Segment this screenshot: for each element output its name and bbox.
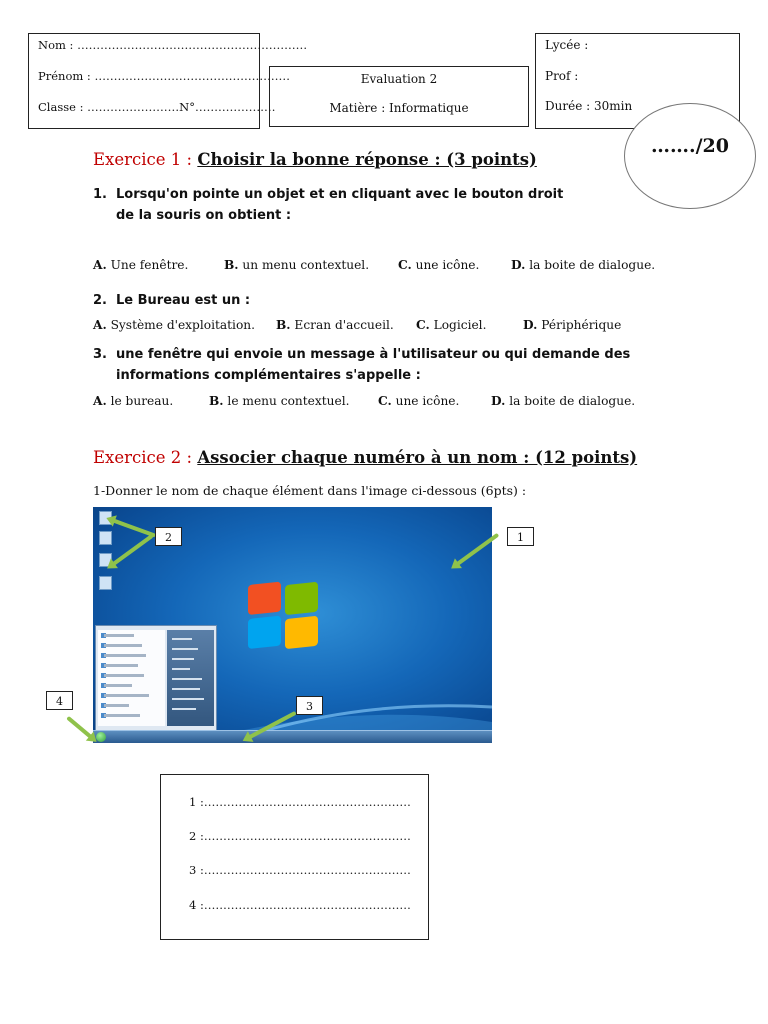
question-2-number: 2. [93,293,107,308]
answer-2-field[interactable]: 2 :……………………………………………… [189,829,411,843]
exercise-2-heading [93,448,637,467]
exercise-2-title: Associer chaque numéro à un nom : (12 points) [197,448,638,467]
exam-title-box [269,66,529,127]
question-2-text: Le Bureau est un : [116,293,251,308]
label-1: 1 [507,527,534,546]
student-info-box [28,33,308,129]
arrow-4 [66,716,93,740]
evaluation-title: Evaluation 2 [360,72,438,86]
question-3-text-cont: informations complémentaires s'appelle : [116,368,421,383]
question-1-number: 1. [93,187,107,202]
question-1 [93,184,613,226]
taskbar [93,730,492,743]
answer-1-field[interactable]: 1 :……………………………………………… [189,795,411,809]
exercise-1-title: Choisir la bonne réponse : (3 points) [197,150,537,169]
prof-field: Prof : [545,69,579,83]
q2-option-c[interactable]: C. Logiciel. [416,318,487,332]
label-2: 2 [155,527,182,546]
answer-4-field[interactable]: 4 :……………………………………………… [189,898,411,912]
lycee-field: Lycée : [545,38,589,52]
question-3-text: une fenêtre qui envoie un message à l'utilisateur ou qui demande des [116,347,631,362]
exercise-2-instruction: 1-Donner le nom de chaque élément dans l'image ci-dessous (6pts) : [93,483,527,498]
windows-desktop-screenshot [93,507,492,743]
windows-flag-icon [248,578,318,653]
start-menu [95,625,217,731]
score-oval [624,103,756,209]
classe-field[interactable]: Classe : ……………………N°………………… [38,100,276,114]
question-1-text: Lorsqu'on pointe un objet et en cliquant avec le bouton droit [116,187,564,202]
score-text: ……./20 [651,135,729,157]
question-2 [93,290,250,311]
q1-option-b[interactable]: B. un menu contextuel. [224,258,370,272]
question-3 [93,344,693,386]
question-3-number: 3. [93,347,107,362]
q1-option-c[interactable]: C. une icône. [398,258,480,272]
q2-option-a[interactable]: A. Système d'exploitation. [93,318,256,332]
q3-option-b[interactable]: B. le menu contextuel. [209,394,350,408]
duree-field: Durée : 30min [545,99,633,113]
q3-option-a[interactable]: A. le bureau. [93,394,174,408]
q3-option-c[interactable]: C. une icône. [378,394,460,408]
prenom-field[interactable]: Prénom : …………………………………………… [38,69,290,83]
q1-option-a[interactable]: A. Une fenêtre. [93,258,189,272]
label-4: 4 [46,691,73,710]
answers-box [160,774,429,940]
exercise-1-heading [93,150,537,169]
q2-option-d[interactable]: D. Périphérique [523,318,622,332]
q1-option-d[interactable]: D. la boite de dialogue. [511,258,656,272]
exercise-1-label: Exercice 1 : [93,150,198,169]
answer-3-field[interactable]: 3 :……………………………………………… [189,863,411,877]
system-tray [426,733,486,740]
q3-option-d[interactable]: D. la boite de dialogue. [491,394,636,408]
q2-option-b[interactable]: B. Ecran d'accueil. [276,318,394,332]
nom-field[interactable]: Nom : …………………………………………………… [38,38,308,52]
label-3: 3 [296,696,323,715]
question-1-text-cont: de la souris on obtient : [116,208,292,223]
exercise-2-label: Exercice 2 : [93,448,198,467]
subject-label: Matière : Informatique [329,101,469,115]
